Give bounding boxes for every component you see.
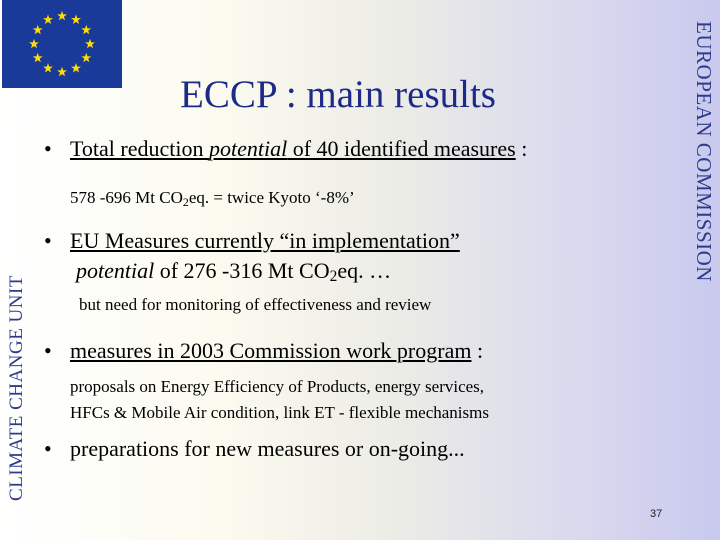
climate-change-unit-label: CLIMATE CHANGE UNIT (6, 275, 27, 501)
bullet-1-text-b: of 40 identified measures (287, 136, 516, 161)
potential-text-end: eq. … (337, 258, 392, 283)
bullet-eu-measures (44, 228, 460, 254)
co2-text-a: 578 -696 Mt CO (70, 188, 183, 207)
bullet-1-underlined (70, 136, 516, 161)
bullet-preparations (44, 436, 465, 462)
bullet-3-text: measures in 2003 Commission work program (70, 338, 472, 363)
flag-star-icon (71, 15, 81, 24)
bullet-1-text-a: Total reduction (70, 136, 209, 161)
co2-subscript-2: 2 (329, 268, 338, 285)
page-number: 37 (650, 508, 663, 520)
side-label-right (688, 6, 718, 296)
proposals-text-1: proposals on Energy Efficiency of Products, energy services, (70, 377, 485, 396)
european-commission-label: EUROPEAN COMMISSION (691, 20, 716, 282)
flag-star-icon (81, 25, 91, 34)
flag-star-icon (71, 63, 81, 72)
monitoring-text: but need for monitoring of effectiveness and review (79, 295, 432, 314)
flag-star-icon (43, 15, 53, 24)
bullet-2003-program (44, 338, 483, 364)
bullet-4-text: preparations for new measures or on-going... (70, 436, 465, 461)
flag-star-icon (57, 67, 67, 76)
bullet-icon: • (44, 436, 52, 461)
flag-star-icon (81, 53, 91, 62)
bullet-icon: • (44, 338, 52, 363)
bullet-2-subline (79, 295, 431, 315)
flag-star-icon (57, 11, 67, 20)
flag-star-icon (33, 53, 43, 62)
flag-star-icon (85, 39, 95, 48)
bullet-icon: • (44, 136, 52, 161)
flag-star-icon (29, 39, 39, 48)
page-title: ECCP : main results (180, 73, 496, 116)
bullet-icon: • (44, 228, 52, 253)
bullet-total-reduction (44, 136, 527, 162)
co2-text-b: eq. = twice Kyoto ‘-8%’ (188, 188, 355, 207)
co2-subscript: 2 (182, 195, 189, 209)
bullet-1-subline (70, 188, 355, 208)
potential-text: of 276 -316 Mt CO (154, 258, 330, 283)
flag-star-icon (43, 63, 53, 72)
bullet-1-text-italic: potential (208, 136, 288, 161)
potential-italic: potential (76, 258, 155, 283)
bullet-3-tail: : (471, 338, 484, 363)
bullet-2-text: EU Measures currently “in implementation” (70, 228, 460, 253)
bullet-3-subline-2 (70, 403, 489, 423)
bullet-2-line2 (76, 258, 391, 284)
side-label-left (2, 240, 32, 536)
eu-flag-logo (2, 0, 122, 88)
proposals-text-2: HFCs & Mobile Air condition, link ET - flexible mechanisms (70, 403, 489, 422)
bullet-3-subline-1 (70, 377, 484, 397)
flag-star-icon (33, 25, 43, 34)
bullet-1-tail: : (515, 136, 528, 161)
eu-flag-svg (2, 0, 122, 88)
